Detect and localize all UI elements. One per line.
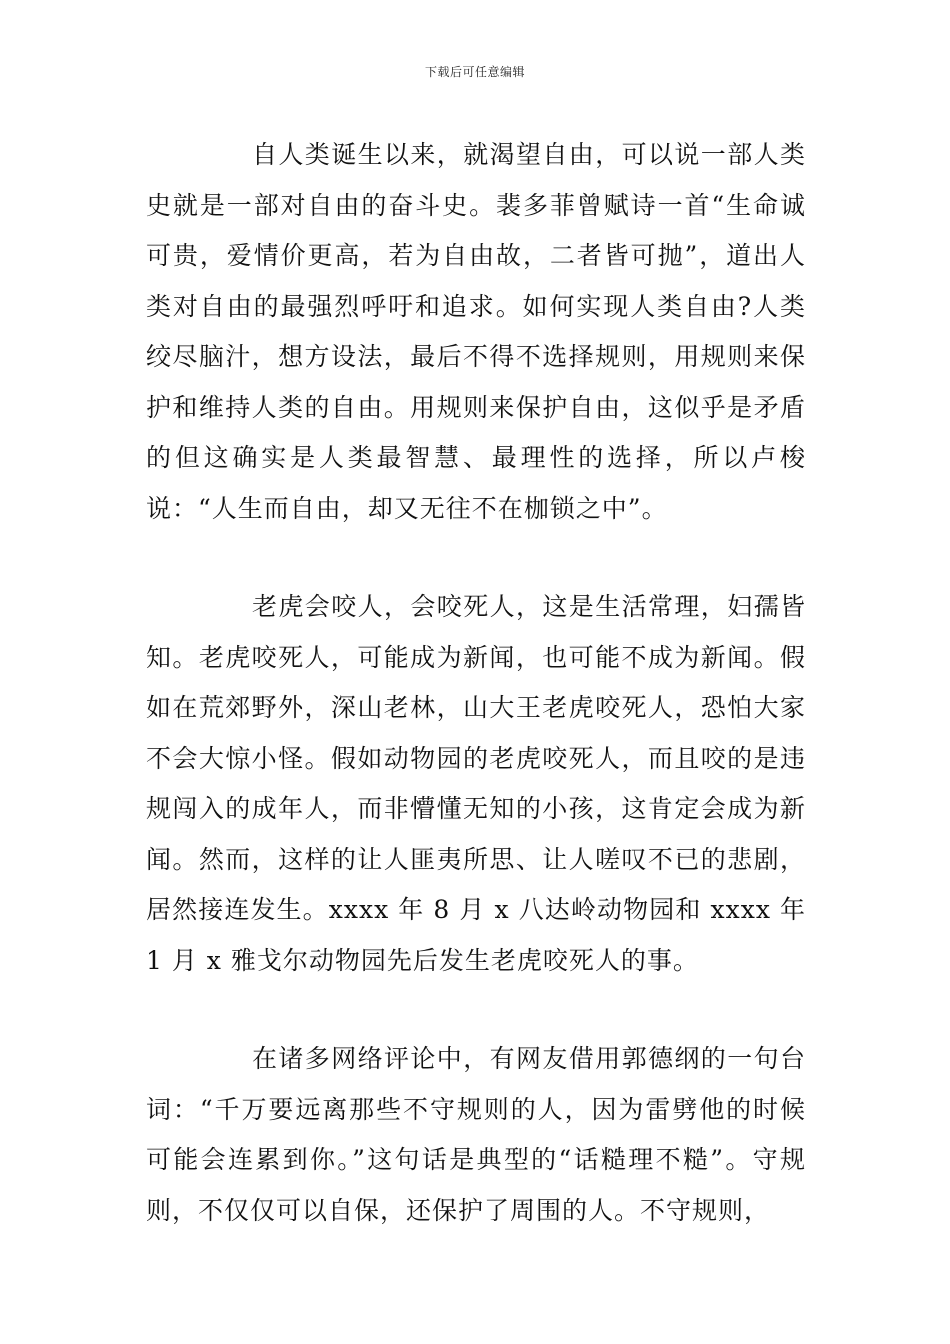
paragraph-rules: 在诸多网络评论中，有网友借用郭德纲的一句台词：“千万要远离那些不守规则的人，因为雷劈他的时候可能会连累到你。”这句话是典型的“话糙理不糙”。守规则，不仅仅可以自保，还保护了周围的人。不守规则，: [146, 1044, 806, 1225]
paragraph-tiger: 老虎会咬人，会咬死人，这是生活常理，妇孺皆知。老虎咬死人，可能成为新闻，也可能不成为新闻。假如在荒郊野外，深山老林，山大王老虎咬死人，恐怕大家不会大惊小怪。假如动物园的老虎咬死人，而且咬的是违规闯入的成年人，而非懵懂无知的小孩，这肯定会成为新闻。然而，这样的让人匪夷所思、让人嗟叹不已的悲剧，居然接连发生。xxxx 年 8 月 x 八达岭动物园和 xxxx 年 1 月 x 雅戈尔动物园先后发生老虎咬死人的事。: [146, 592, 806, 975]
page-header: 下载后可任意编辑: [424, 65, 525, 79]
paragraph-freedom: 自人类诞生以来，就渴望自由，可以说一部人类史就是一部对自由的奋斗史。裴多菲曾赋诗一首“生命诚可贵，爱情价更高，若为自由故，二者皆可抛”，道出人类对自由的最强烈呼吁和追求。如何实现人类自由?人类绞尽脑汁，想方设法，最后不得不选择规则，用规则来保护和维持人类的自由。用规则来保护自由，这似乎是矛盾的但这确实是人类最智慧、最理性的选择，所以卢梭说：“人生而自由，却又无往不在枷锁之中”。: [146, 140, 806, 523]
document-body: [146, 130, 806, 1236]
